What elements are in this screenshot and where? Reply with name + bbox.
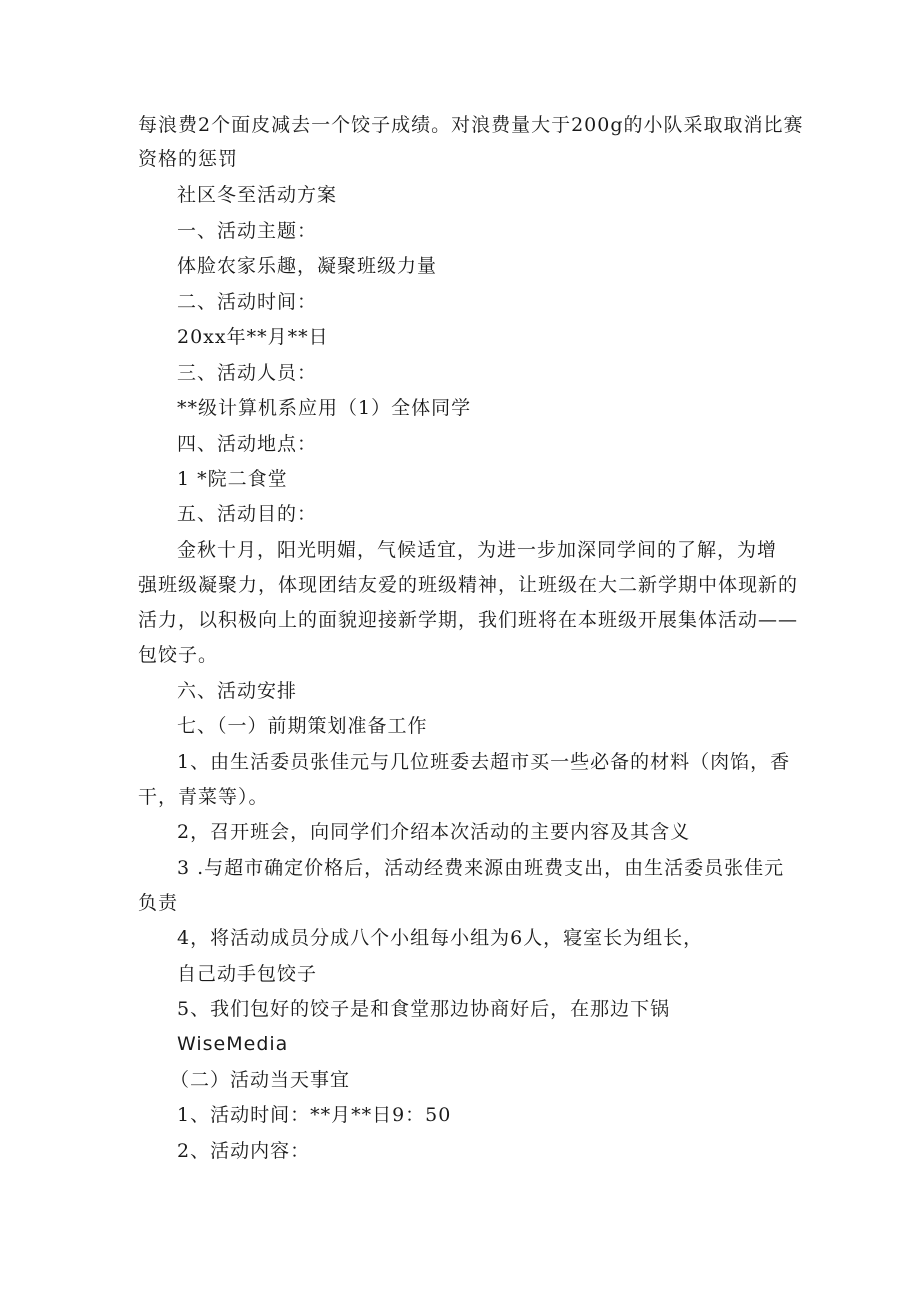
prep-item-3-line-2: 负责 [138,892,179,914]
prep-item-4-line-2: 自己动手包饺子 [177,963,318,985]
prep-item-1-line-1: 1、由生活委员张佳元与几位班委去超市买一些必备的材料（肉馅，香 [177,751,791,773]
day-item-2: 2、活动内容： [177,1140,311,1162]
heading-arrangement: 六、活动安排 [177,680,298,702]
section-title: 社区冬至活动方案 [177,184,338,206]
people-text: **级计算机系应用（1）全体同学 [177,397,472,419]
prep-item-4-line-1: 4，将活动成员分成八个小组每小组为6人，寝室长为组长， [177,927,704,949]
time-text: 20xx年**月**日 [177,326,329,348]
text-line-1: 每浪费2个面皮减去一个饺子成绩。对浪费量大于200g的小队采取取消比赛 [138,114,804,136]
purpose-line-3: 活力，以积极向上的面貌迎接新学期，我们班将在本班级开展集体活动—— [138,609,799,631]
purpose-line-2: 强班级凝聚力，体现团结友爱的班级精神，让班级在大二新学期中体现新的 [138,574,799,596]
theme-text: 体脸农家乐趣，凝聚班级力量 [177,255,438,277]
purpose-line-1: 金秋十月，阳光明媚，气候适宜，为进一步加深同学间的了解，为增 [177,539,778,561]
prep-item-3-line-1: 3 .与超市确定价格后，活动经费来源由班费支出，由生活委员张佳元 [177,857,785,879]
heading-purpose: 五、活动目的： [177,503,318,525]
heading-day-of: （二）活动当天事宜 [170,1069,351,1091]
text-line-2: 资格的惩罚 [138,148,239,170]
heading-theme: 一、活动主题： [177,220,318,242]
heading-preparation: 七、（一）前期策划准备工作 [177,715,428,737]
heading-location: 四、活动地点： [177,433,318,455]
heading-time: 二、活动时间： [177,291,318,313]
prep-item-2: 2，召开班会，向同学们介绍本次活动的主要内容及其含义 [177,821,691,843]
location-text: 1 *院二食堂 [177,468,288,490]
prep-item-5: 5、我们包好的饺子是和食堂那边协商好后，在那边下锅 [177,998,671,1020]
watermark-text: WiseMedia [177,1033,289,1055]
day-item-1: 1、活动时间：**月**日9：50 [177,1104,452,1126]
heading-people: 三、活动人员： [177,362,318,384]
purpose-line-4: 包饺子。 [138,644,219,666]
prep-item-1-line-2: 干，青菜等）。 [138,786,269,808]
